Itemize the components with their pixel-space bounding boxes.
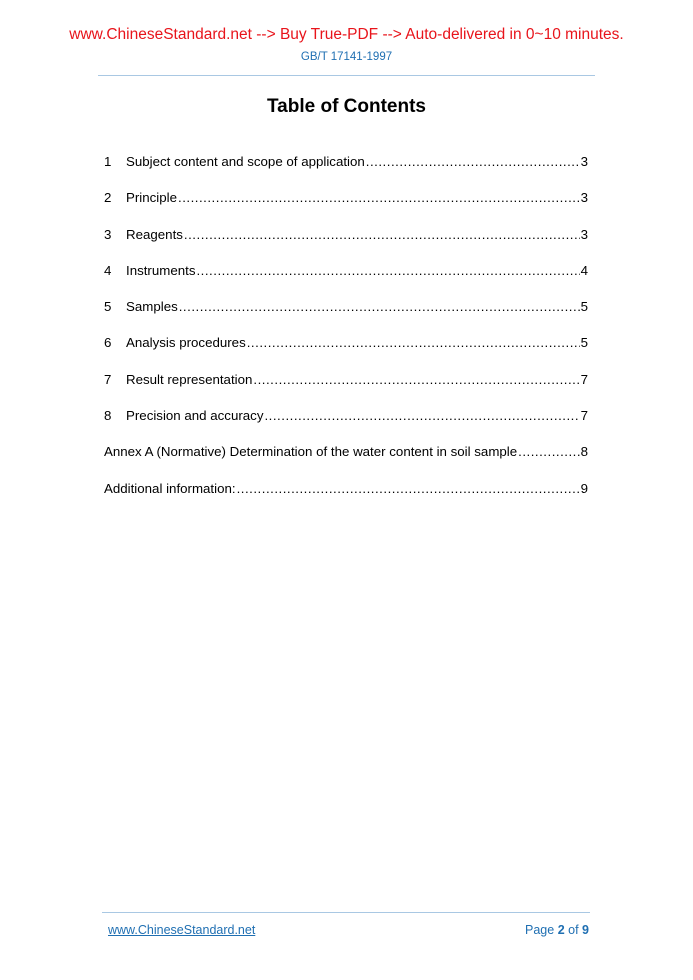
toc-entry-title: Instruments <box>126 262 196 278</box>
toc-entry-page: 7 <box>580 371 588 387</box>
toc-dot-leader <box>196 262 579 280</box>
toc-entry-3[interactable] <box>104 226 588 262</box>
toc-entry-8[interactable] <box>104 407 588 443</box>
footer-site-link[interactable]: www.ChineseStandard.net <box>108 923 256 937</box>
toc-dot-leader <box>264 407 579 425</box>
toc-entry-title: Subject content and scope of application <box>126 154 365 169</box>
page-indicator-current: 2 <box>557 923 565 937</box>
toc-entry-page: 3 <box>580 226 588 242</box>
toc-dot-leader <box>184 226 580 244</box>
toc-dot-leader <box>518 443 579 461</box>
toc-dot-leader <box>178 189 580 207</box>
toc-entry-2[interactable] <box>104 189 588 225</box>
toc-entry-number: 8 <box>104 408 112 424</box>
toc-entry-number: 3 <box>104 226 112 242</box>
page-title: Table of Contents <box>266 96 427 117</box>
toc-entry-page: 7 <box>580 408 588 424</box>
toc-entry-page: 3 <box>580 154 588 169</box>
header-divider <box>98 75 595 76</box>
toc-entry-annex-a[interactable] <box>104 443 588 479</box>
toc-entry-number: 1 <box>104 154 112 169</box>
table-of-contents <box>104 153 588 516</box>
toc-entry-number: 5 <box>104 299 112 315</box>
toc-entry-title: Samples <box>126 299 178 315</box>
toc-entry-7[interactable] <box>104 371 588 407</box>
toc-entry-1[interactable] <box>104 153 588 189</box>
toc-entry-page: 4 <box>580 262 588 278</box>
toc-entry-title: Result representation <box>126 371 253 387</box>
footer-divider <box>102 912 590 913</box>
toc-dot-leader <box>247 334 580 352</box>
toc-entry-title: Precision and accuracy <box>126 408 264 424</box>
toc-entry-number: 2 <box>104 190 112 206</box>
toc-entry-number: 7 <box>104 371 112 387</box>
promo-banner[interactable]: www.ChineseStandard.net --> Buy True-PDF --> Auto-delivered in 0~10 minutes. <box>69 26 624 43</box>
toc-entry-title: Principle <box>126 190 177 206</box>
toc-entry-number: 4 <box>104 262 112 278</box>
toc-entry-5[interactable] <box>104 298 588 334</box>
toc-entry-page: 9 <box>580 480 588 496</box>
toc-dot-leader <box>253 371 579 389</box>
toc-entry-page: 8 <box>580 444 588 460</box>
toc-entry-4[interactable] <box>104 262 588 298</box>
toc-entry-additional-information[interactable] <box>104 480 588 516</box>
toc-entry-number: 6 <box>104 335 112 351</box>
toc-entry-title: Analysis procedures <box>126 335 246 351</box>
toc-entry-page: 3 <box>580 190 588 206</box>
toc-entry-page: 5 <box>580 299 588 315</box>
page-indicator <box>525 923 589 937</box>
toc-entry-6[interactable] <box>104 334 588 370</box>
toc-entry-page: 5 <box>580 335 588 351</box>
page-indicator-of: of <box>568 923 579 937</box>
toc-entry-title: Additional information: <box>104 480 236 496</box>
toc-dot-leader <box>179 298 580 316</box>
toc-entry-title: Annex A (Normative) Determination of the water content in soil sample <box>104 444 518 460</box>
page-indicator-total: 9 <box>582 923 589 937</box>
standard-code: GB/T 17141-1997 <box>300 51 393 63</box>
toc-entry-title: Reagents <box>126 226 183 242</box>
toc-dot-leader <box>366 153 580 171</box>
page-indicator-prefix: Page <box>525 923 555 937</box>
toc-dot-leader <box>237 480 580 498</box>
